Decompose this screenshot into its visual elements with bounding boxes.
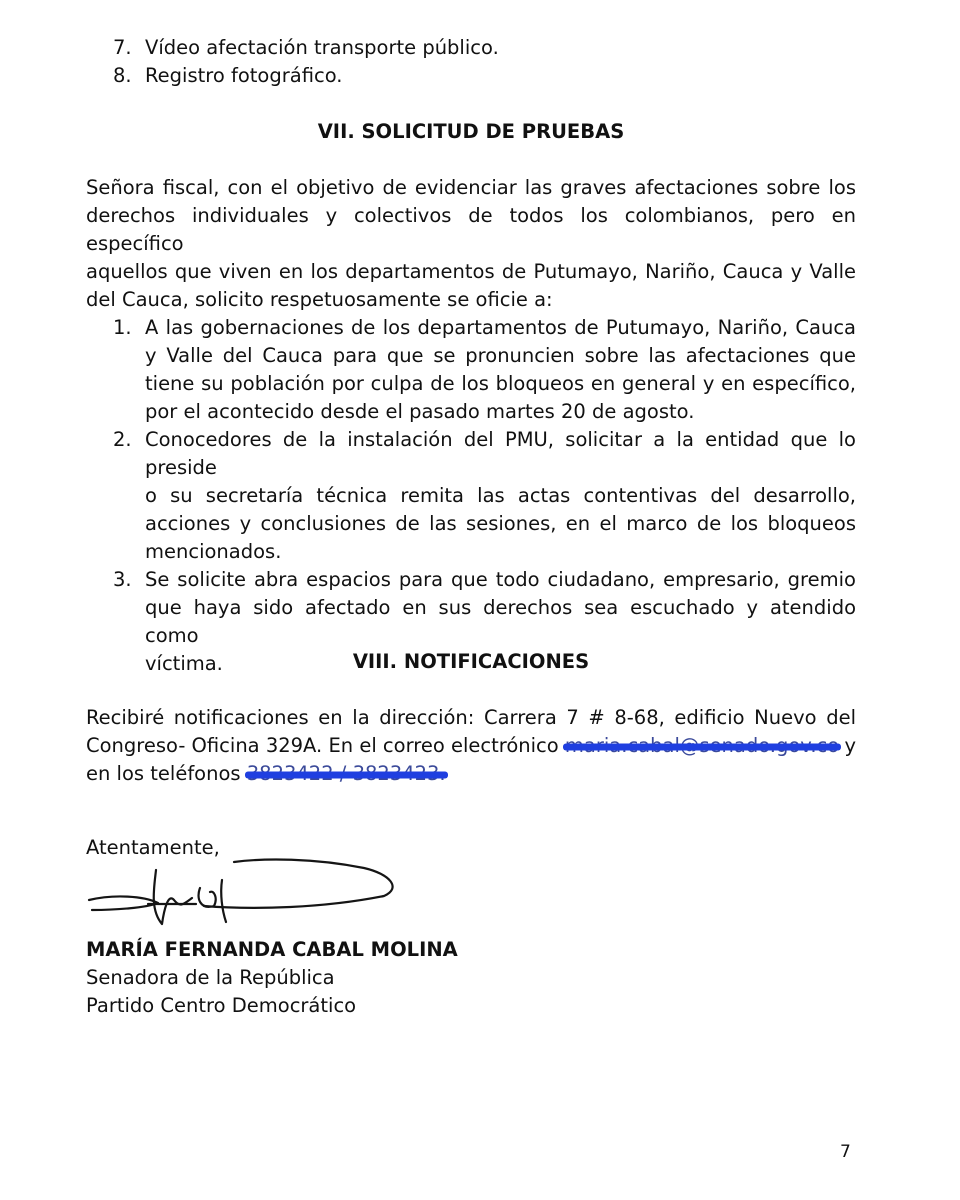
signatory-title: Senadora de la República xyxy=(86,966,335,989)
redacted-phones xyxy=(247,760,446,788)
section-vii-heading: VII. SOLICITUD DE PRUEBAS xyxy=(317,120,625,143)
requests-list xyxy=(86,314,856,678)
signatory-block xyxy=(86,936,586,1020)
signature-image xyxy=(84,848,404,938)
list-item: 3. Se solicite abra espacios para que todo ciudadano, empresario, gremio que haya sido afectado en sus derechos sea escuchado y atendido como víctima. xyxy=(113,568,856,675)
closing-text: Atentamente, xyxy=(86,836,220,859)
list-item: 2. Conocedores de la instalación del PMU, solicitar a la entidad que lo preside o su secretaría técnica remita las actas contentivas del desarrollo, acciones y conclusiones de las sesiones, en el marco de los bloqueos mencionados. xyxy=(113,428,856,563)
signatory-party: Partido Centro Democrático xyxy=(86,994,357,1017)
redaction-mark xyxy=(563,744,841,751)
notifications-paragraph: Recibiré notificaciones en la dirección: Carrera 7 # 8-68, edificio Nuevo del Congreso- Oficina 329A. En el correo electrónico y en los teléfonos xyxy=(86,704,856,788)
signatory-name: MARÍA FERNANDA CABAL MOLINA xyxy=(86,938,458,961)
evidence-list xyxy=(86,34,856,90)
section-viii-heading: VIII. NOTIFICACIONES xyxy=(352,650,590,673)
list-item: 8. Registro fotográfico. xyxy=(113,64,343,87)
list-item: 7. Vídeo afectación transporte público. xyxy=(113,36,499,59)
redacted-email xyxy=(565,732,839,760)
section-vii-intro: Señora fiscal, con el objetivo de evidenciar las graves afectaciones sobre los derechos individuales y colectivos de todos los colombianos, pero en específico aquellos que viven en los departamentos de Putumayo, Nariño, Cauca y Valle del Cauca, solicito respetuosamente se oficie a: xyxy=(86,176,856,311)
page-number: 7 xyxy=(840,1142,851,1162)
list-item: 1. A las gobernaciones de los departamentos de Putumayo, Nariño, Cauca y Valle del Cauca para que se pronuncien sobre las afectaciones que tiene su población por culpa de los bloqueos en general y en específico, por el acontecido desde el pasado martes 20 de agosto. xyxy=(113,316,856,423)
redaction-mark xyxy=(245,772,448,779)
